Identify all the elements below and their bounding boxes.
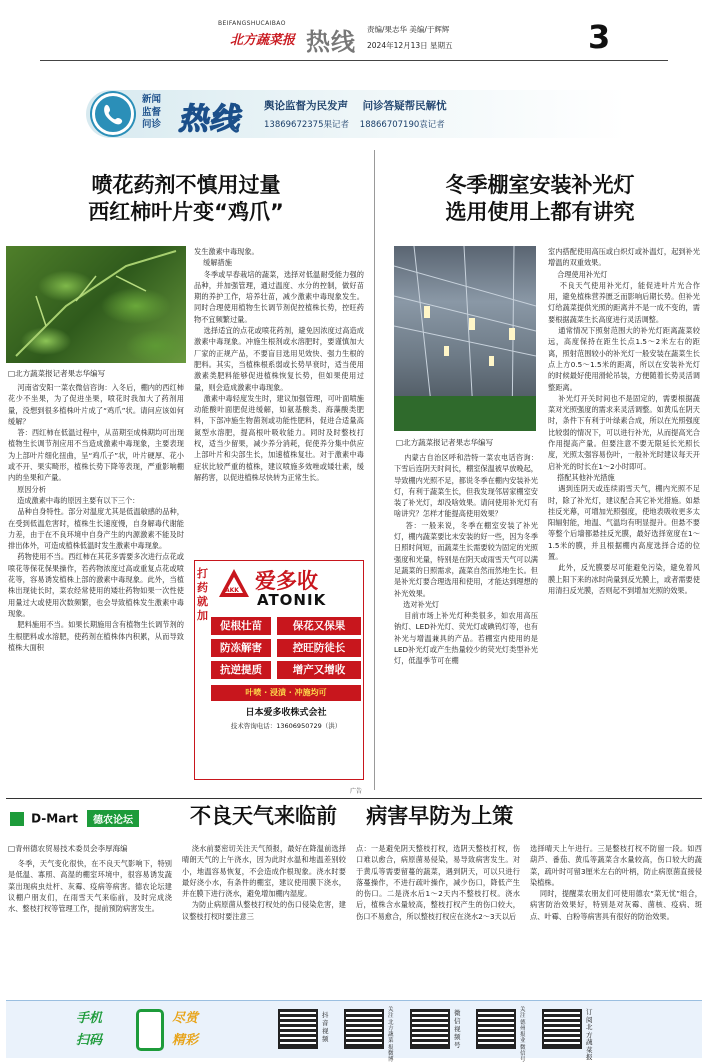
promo-line4: 精彩 xyxy=(172,1033,199,1048)
article1-headline xyxy=(18,172,354,226)
banner-hotline: 13869672375果记者 18866707190袁记者 xyxy=(264,120,445,130)
qr-code-2[interactable] xyxy=(344,1009,384,1049)
phone-icon xyxy=(92,93,134,135)
article1-column2: 发生激素中毒现象。 缓解措施 冬季或早春栽培的蔬菜，选择对低温耐受能力强的品种，并加强管理，通过温度、水分的控制，做好苗期的养护工作，培养壮苗，减少激素中毒现象发生。同时合理使用植物生长调节剂促控植株长势，控旺药物不宜频繁过量。 选择适宜的点花或喷花药剂，避免因浓度过高造成激素中毒现象。冲施生根剂或水溶肥时，要谨慎加大厂家的正规产品，不要盲目选用见效快、强力生根的肥料。其实，当植株根系弱或长势旱衰时，适当使用激素类肥料能够促进植株恢复长势，但如果使用过量，则会造成激素中毒现象。 激素中毒轻度发生时，建议加强管理，可叶面喷施动能酸叶面肥促进缓解，如氨基酸类、海藻酸类肥料，下部冲施生物菌剂或功能性肥料，促进合适量高氮型水溶肥，提高根叶吸收能力。同时及时整枝打杈，适当少留果，减少养分消耗，促使养分集中供应上部叶片和尖部生长，加速植株复壮。对于激素中毒症状比较严重的植株，建议喷施多效唑或矮壮素，缓解药害，以促进植株尽快转为正常生长。 xyxy=(194,247,364,482)
ad-side-text: 打药就加 xyxy=(197,567,208,622)
masthead-editors: 责编/果志华 美编/于辉辉 xyxy=(367,25,450,34)
ad-company: 日本爱多收株式会社 xyxy=(245,708,327,718)
akk-logo xyxy=(217,567,251,601)
greenhouse-light-photo xyxy=(394,246,536,431)
masthead xyxy=(0,0,708,72)
banner-title: 热线 xyxy=(178,102,240,137)
ad-slogan-5: 抗逆提质 xyxy=(211,661,271,679)
article2-column2: 室内搭配使用高压或白炽灯或补温灯，起到补光增温的双重效果。 合理使用补光灯 不良天气使用补光灯，能促进叶片光合作用，避免植株营养匮乏而影响后期长势。但补光灯给蔬菜提供光照的距离并不是一成不变的，需要根据蔬菜生长高度进行灵活调整。 通常情况下照射范围大的补光灯距离蔬菜较远，高度保持在距生长点1.5～2米左右的距离，照射范围较小的补光灯一般安装在蔬菜生长点上方0.5～1.5米的距离，所以在安装补光灯的时候最好使用滑轮吊装，方便随着长势灵活调整距离。 补光灯开关时间也不是固定的，需要根据蔬菜对光照强度的需求来灵活调整。如黄瓜在阴天时，条件下有利于叶绿素合成，所以在光照强度比较弱的情况下，可以进行补光，从而提高光合作用提高产量。但要注意不要无限延长光照长度，光照太强容易伤叶，一般补光时建议每天开启补光的时长在1～2小时即可。 搭配其他补光措施 遇到连阴天或连续雨雪天气，棚内光照不足时，除了补光灯，建议配合其它补光措施。如悬挂反光幕，可增加光照强度，使地表吸收更多太阳辐射能，地温、气温均有明显提升。但悬不要等整个后墙都悬挂反光膜，最好选择宽度在1～1.5米的膜，并且根据棚内高度选择合适的位置。 此外，反光膜要尽可能避免污染，避免着风膜上阳下来的冰时尚量到反光膜上，或者需要使用清扫反光膜，否则起不到增加光照的效果。 xyxy=(548,247,700,595)
akk-label: AKK xyxy=(225,587,239,594)
promo-line3: 尽赏 xyxy=(172,1011,199,1026)
forum-column1: 冬季，天气变化很快，在不良天气影响下，特别是低温、寡照、高湿的棚室环境中，很容易诱发蔬菜出现病虫灶杆、灰霉、疫病等病害。德农论坛建议棚户朋友们，在雨雪天气来临前，及时完成浇水、整枝打杈等管理工作，提前预防病害发生。 xyxy=(8,859,172,914)
ad-slogan-4: 控旺防徒长 xyxy=(277,639,361,657)
ad-tagline: 叶喷 · 浸渍 · 冲施均可 xyxy=(211,685,361,701)
masthead-paper-name: 北方蔬菜报 xyxy=(230,33,296,48)
ad-slogan-2: 保花又保果 xyxy=(277,617,361,635)
qr-label-2: 关注北方蔬菜报微博 xyxy=(388,1007,394,1064)
article1-title-line2: 西红柿叶片变“鸡爪” xyxy=(88,200,284,224)
forum-brand xyxy=(10,808,139,828)
banner-badge-line2: 监督 xyxy=(142,106,162,118)
forum-brand-name: D-Mart xyxy=(31,811,78,826)
qr-label-4: 关注德州报业微信号 xyxy=(520,1007,526,1064)
promo-line1: 手机 xyxy=(76,1011,103,1026)
article1-photo-caption: □北方蔬菜报记者果志华编写 xyxy=(8,369,106,378)
article2-title-line2: 选用使用上都有讲究 xyxy=(445,200,635,224)
masthead-rule xyxy=(40,60,668,61)
banner-badge xyxy=(142,94,172,132)
article2-headline xyxy=(380,172,700,226)
article2-title-line1: 冬季棚室安装补光灯 xyxy=(445,173,635,197)
forum-column2: 浇水前要密切关注天气预报，最好在降温前选择晴朗天气的上午浇水，因为此时水温和地温差别较小，地温容易恢复，不会造成作根现象。浇水时要最好浇小水，有条件的棚室，建议使用膜下浇水，并在膜下进行浇水，避免增加棚内湿度。 为防止病原菌从整枝打杈处的伤口侵染危害，建议整枝打杈时要注意三 xyxy=(182,844,346,921)
article2-column1: 内蒙古自治区呼和浩特一菜农电话咨询：下雪后连阴天时间长，棚室保温被早放晚起，导致棚内光照不足，都说冬季在棚内安装补光灯，有利于蔬菜生长，但我发现邻居家棚室安装了补光灯，却没啥效果。请问使用补光灯有啥讲究？怎样才能提高使用效果？ 答：一般来说，冬季在棚室安装了补光灯，棚内蔬菜要比未安装的好一些，因为冬季日照时间短，而蔬菜生长需要较为固定的光照强度和光量，特别是在阴天或雨雪天气可以满足蔬菜的日照需求，蔬菜自然而然地生长。但是补光灯要合理选用和使用，才能达到理想的补光效果。 选对补光灯 目前市场上补光灯种类很多，如农用高压钠灯、LED补光灯、荧光灯或碘钨灯等，也有补光与增温兼具的产品。若棚室内使用的是LED补光灯或产生热量较少的荧光灯类型补光灯，低温季节可在棚 xyxy=(394,453,538,666)
ad-tech-phone: 技术咨询电话：13606950729（洪） xyxy=(230,722,342,730)
masthead-date: 2024年12月13日 星期五 xyxy=(367,41,453,50)
article2-photo-caption: □北方蔬菜报记者果志华编写 xyxy=(396,438,494,447)
qr-code-5[interactable] xyxy=(542,1009,582,1049)
banner-badge-line1: 新闻 xyxy=(142,94,162,105)
hotline-banner xyxy=(86,90,626,138)
masthead-section: 热线 xyxy=(306,28,356,56)
article1-column1: 河南省安阳一菜农微信咨询：入冬后，棚内的西红柿花少不坐果，为了促进坐果，喷花时我加大了药剂用量，没想到很多植株叶片成了“鸡爪”状。请问应该如何缓解？ 答：西红柿在低温过程中，从苗期至成株期均可出现植物生长调节剂应用不当造成激素中毒现象，主要表现为上部叶片细化扭曲，呈“鸡爪子”状，叶片硬厚、花小或不开、果实畸形，植株长势下降等表现，严重影响棚内的坐果和产量。 原因分析 造成激素中毒的原因主要有以下三个： 品种自身特性。部分对温度尤其是低温敏感的品种，在受到低温危害时，植株生长速度慢，自身解毒代谢能力差，由于在不良环境中自身产生的内源激素不能及时排出体外，可造成植株低温时发生激素中毒现象。 药物使用不当。西红柿在其花多需要多次进行点花或喷花等保花保果操作，若药物浓度过高或重复点花或喷花等，容易诱发植株上部的激素中毒现象。此外，当植株出现徒长时，菜农经常使用的矮壮药物如果一次性使用量过大或使用次数频繁，也会导致植株发生激素中毒现象。 肥料施用不当。如果长期施用含有植物生长调节剂的生根肥料或水溶肥，使药剂在植株体内积累，从而导致植株大面积 xyxy=(8,383,184,652)
qr-code-4[interactable] xyxy=(476,1009,516,1049)
forum-column-name: 德农论坛 xyxy=(87,810,139,827)
promo-line2: 扫码 xyxy=(76,1033,103,1048)
forum-author: □青州德农贸易技术委员会李厚海编 xyxy=(8,844,128,853)
phone-promo-icon xyxy=(136,1009,164,1051)
forum-column3: 点：一是避免阴天整枝打杈，选阴天整枝打杈，伤口难以愈合，病原菌易侵染，易导致病害发生。对于黄瓜等需要留蔓的蔬菜，遇到阴天，可以只进行落蔓操作，不进行疏叶操作，减少伤口，降低产生的伤口。二是浇水后1～2天内不整枝打杈。浇水后，植株含水量较高，整枝打杈产生的伤口较大，伤口不易愈合，所以整枝打杈应在浇水2～3天以后 xyxy=(356,844,520,921)
page-number: 3 xyxy=(588,18,611,56)
ad-slogan-3: 防冻解害 xyxy=(211,639,271,657)
masthead-pinyin: BEIFANGSHUCAIBAO xyxy=(218,20,286,27)
qr-label-1: 抖音视频 xyxy=(322,1011,329,1043)
ad-brand-cn: 爱多收 xyxy=(255,569,318,593)
ad-slogan-1: 促根壮苗 xyxy=(211,617,271,635)
ad-mark: 广告 xyxy=(350,788,363,795)
footer-bar xyxy=(6,1000,702,1064)
dmart-logo-icon xyxy=(10,812,24,826)
qr-code-3[interactable] xyxy=(410,1009,450,1049)
ad-brand-en: ATONIK xyxy=(257,591,327,609)
qr-label-3: 微信视频号 xyxy=(454,1009,461,1049)
qr-label-5: 订阅北方蔬菜报 xyxy=(586,1008,593,1061)
article1-title-line1: 喷花药剂不慎用过量 xyxy=(91,173,281,197)
footer-promo xyxy=(76,1007,226,1053)
qr-code-1[interactable] xyxy=(278,1009,318,1049)
ad-slogan-6: 增产又增收 xyxy=(277,661,361,679)
banner-badge-line3: 问诊 xyxy=(142,119,162,130)
forum-top-rule xyxy=(6,798,702,799)
forum-headline: 不良天气来临前 病害早防为上策 xyxy=(190,804,514,828)
tomato-leaf-photo xyxy=(6,246,186,363)
forum-column4: 选择晴天上午进行。三是整枝打杈不防留一段。如西葫芦、番茄、黄瓜等蔬菜含水量较高，伤口较大的蔬菜，疏叶时可留3厘米左右的叶柄，防止病原菌直接侵染植株。 同时，提醒菜农朋友们可使用德农“菜无忧”组合，病害防治效果好，特别是对灰霉、菌核、疫病、斑点、叶霉、白粉等病害具有很好的防治效果。 xyxy=(530,844,702,921)
banner-slogan: 舆论监督为民发声 问诊答疑帮民解忧 xyxy=(264,100,447,112)
atonik-ad xyxy=(194,560,364,780)
center-column-rule xyxy=(374,150,375,790)
